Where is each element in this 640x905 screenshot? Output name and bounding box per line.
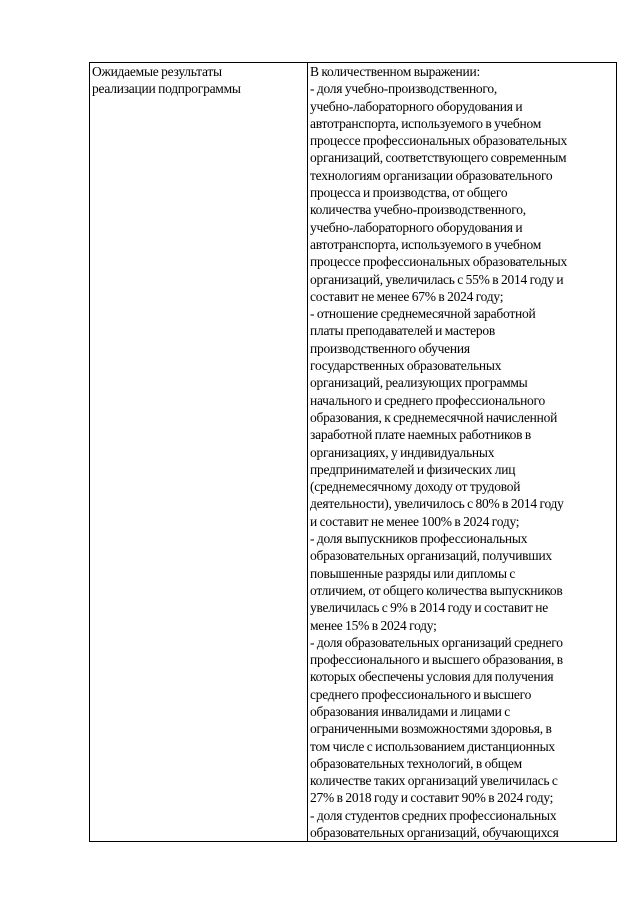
- text-line: образования инвалидами и лицами с: [310, 703, 510, 719]
- text-line: учебно-лабораторного оборудования и: [310, 219, 523, 235]
- text-line: отличием, от общего количества выпускников: [310, 582, 563, 598]
- text-line: технологиям организации образовательного: [310, 167, 553, 183]
- text-line: организаций, увеличилась с 55% в 2014 году и: [310, 271, 564, 287]
- text-line: организаций, соответствующего современным: [310, 150, 567, 166]
- text-line: составит не менее 67% в 2024 году;: [310, 288, 504, 304]
- text-line: 27% в 2018 году и составит 90% в 2024 году;: [310, 790, 554, 806]
- text-line: (среднемесячному доходу от трудовой: [310, 479, 521, 495]
- text-line: - доля образовательных организаций среднего: [310, 634, 563, 650]
- text-line: организаций, реализующих программы: [310, 375, 528, 391]
- text-line: - доля студентов средних профессиональных: [310, 807, 557, 823]
- text-line: процесса и производства, от общего: [310, 185, 508, 201]
- text-line: ограниченными возможностями здоровья, в: [310, 721, 552, 737]
- text-line: том числе с использованием дистанционных: [310, 738, 555, 754]
- text-line: процессе профессиональных образовательных: [310, 254, 567, 270]
- text-line: государственных образовательных: [310, 358, 502, 374]
- label-line: Ожидаемые результаты: [92, 64, 222, 79]
- text-line: профессионального и высшего образования, в: [310, 652, 563, 668]
- text-line: учебно-лабораторного оборудования и: [310, 98, 523, 114]
- text-line: автотранспорта, используемого в учебном: [310, 115, 541, 131]
- text-line: предпринимателей и физических лиц: [310, 461, 516, 477]
- text-line: организациях, у индивидуальных: [310, 444, 495, 460]
- text-line: процессе профессиональных образовательных: [310, 133, 567, 149]
- text-line: количества учебно-производственного,: [310, 202, 526, 218]
- text-line: начального и среднего профессионального: [310, 392, 545, 408]
- label-line: реализации подпрограммы: [92, 81, 241, 97]
- text-line: увеличилась с 9% в 2014 году и составит не: [310, 600, 548, 616]
- text-line: образовательных организаций, получивших: [310, 548, 552, 564]
- row-value-cell: [308, 63, 617, 842]
- text-line: деятельности), увеличилось с 80% в 2014 году: [310, 496, 564, 512]
- text-line: менее 15% в 2024 году;: [310, 617, 437, 633]
- text-line: - доля учебно-производственного,: [310, 81, 498, 97]
- text-line: среднего профессионального и высшего: [310, 686, 532, 702]
- text-line: образовательных технологий, в общем: [310, 755, 522, 771]
- text-line: образовательных организаций, обучающихся: [310, 825, 559, 841]
- text-line: и составит не менее 100% в 2024 году;: [310, 513, 520, 529]
- text-line: платы преподавателей и мастеров: [310, 323, 495, 339]
- text-line: образования, к среднемесячной начисленной: [310, 409, 558, 425]
- text-line: - доля выпускников профессиональных: [310, 531, 528, 547]
- text-line: которых обеспечены условия для получения: [310, 669, 554, 685]
- text-line: В количественном выражении:: [310, 64, 480, 79]
- text-line: автотранспорта, используемого в учебном: [310, 236, 541, 252]
- table-row: [90, 63, 617, 842]
- text-line: количестве таких организаций увеличилась с: [310, 773, 558, 789]
- text-line: - отношение среднемесячной заработной: [310, 306, 536, 322]
- row-label-cell: [90, 63, 308, 842]
- results-table: [89, 62, 617, 842]
- text-line: производственного обучения: [310, 340, 470, 356]
- text-line: повышенные разряды или дипломы с: [310, 565, 516, 581]
- text-line: заработной плате наемных работников в: [310, 427, 532, 443]
